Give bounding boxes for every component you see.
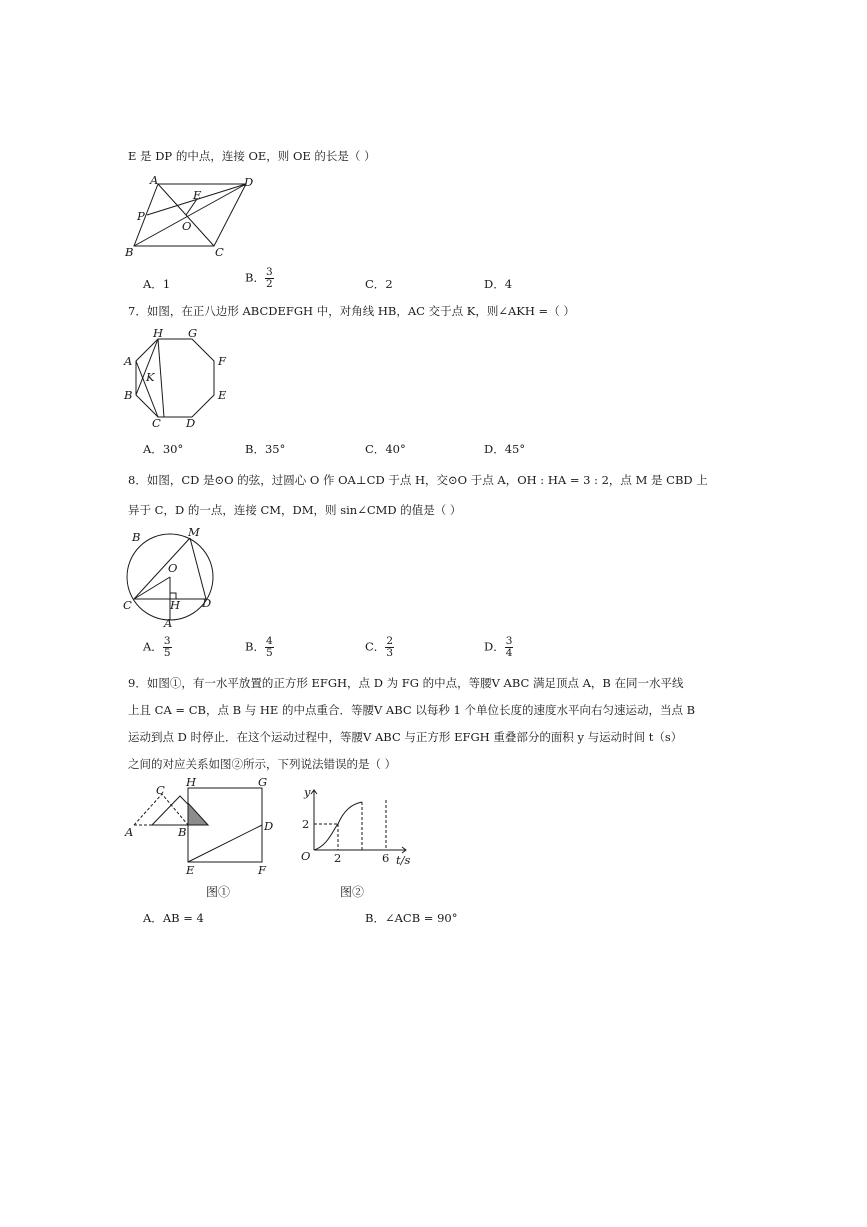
- q9-fig2-label-y: y: [304, 785, 311, 799]
- q7-label-e: E: [218, 388, 227, 402]
- q7-stem: 7．如图，在正八边形 ABCDEFGH 中，对角线 HB，AC 交于点 K，则∠AKH =（ ）: [128, 304, 575, 318]
- q6-stem: E 是 DP 的中点，连接 OE，则 OE 的长是（ ）: [128, 149, 376, 163]
- q9-stem-line-2: 上且 CA = CB，点 B 与 HE 的中点重合．等腰V ABC 以每秒 1 个单位长度的速度水平向右匀速运动，当点 B: [128, 703, 696, 717]
- q6-label-a: A: [150, 173, 159, 187]
- q7-label-c: C: [152, 416, 161, 430]
- q6-label-c: C: [215, 245, 224, 259]
- q6-option-c: C．2: [365, 277, 393, 291]
- q9-fig2-label-t6: 6: [382, 851, 390, 865]
- q8-label-o: O: [168, 561, 178, 575]
- q7-label-d: D: [186, 416, 196, 430]
- q9-fig1-label-c: C: [156, 783, 165, 797]
- q9-fig1-label-a: A: [125, 825, 134, 839]
- q8-option-b: B． $\frac{4}{5}$: [245, 635, 273, 660]
- q6-label-o: O: [182, 219, 192, 233]
- q9-figure-1-caption: 图①: [206, 885, 231, 899]
- q8-stem-line-2: 异于 C，D 的一点，连接 CM，DM，则 sin∠CMD 的值是（ ）: [128, 503, 462, 517]
- q8-label-c: C: [123, 598, 132, 612]
- q8-option-c: C． $\frac{2}{3}$: [365, 635, 393, 660]
- q6-option-a: A．1: [143, 277, 171, 291]
- q6-label-e: E: [193, 188, 202, 202]
- q9-option-a: A．AB = 4: [143, 911, 204, 925]
- q9-option-b: B．∠ACB = 90°: [365, 911, 458, 925]
- q9-fig1-label-e: E: [186, 863, 195, 877]
- q7-option-c: C．40°: [365, 442, 406, 456]
- q7-option-b: B．35°: [245, 442, 286, 456]
- q8-circle-figure: [122, 525, 222, 630]
- q8-option-a: A． $\frac{3}{5}$: [143, 635, 171, 660]
- q9-stem-line-1: 9．如图①，有一水平放置的正方形 EFGH，点 D 为 FG 的中点，等腰V ABC 满足顶点 A，B 在同一水平线: [128, 676, 684, 690]
- q9-fig2-label-t2: 2: [334, 851, 342, 865]
- q9-stem-line-4: 之间的对应关系如图②所示，下列说法错误的是（ ）: [128, 757, 397, 771]
- q7-label-k: K: [146, 370, 155, 384]
- q9-figure-2-caption: 图②: [340, 885, 365, 899]
- q9-figure-2-graph: [296, 786, 416, 876]
- q9-overlap-shaded-region: [188, 803, 208, 825]
- q7-octagon-figure: [122, 326, 232, 430]
- q9-figure-1: [122, 775, 282, 878]
- q9-fig1-label-b: B: [178, 825, 187, 839]
- q6-label-d: D: [244, 175, 254, 189]
- q9-fig2-label-o: O: [301, 849, 311, 863]
- q9-fig2-label-y2: 2: [302, 817, 310, 831]
- q6-label-p: P: [137, 209, 145, 223]
- q8-stem-line-1: 8．如图，CD 是⊙O 的弦，过圆心 O 作 OA⊥CD 于点 H，交⊙O 于点 A，OH : HA = 3 : 2，点 M 是 CBD 上: [128, 473, 708, 487]
- q9-fig2-label-t: t/s: [396, 853, 411, 867]
- q9-fig1-label-d: D: [264, 819, 274, 833]
- q6-parallelogram-figure: [122, 173, 262, 259]
- q9-fig1-label-g: G: [258, 775, 268, 789]
- q7-option-d: D．45°: [484, 442, 526, 456]
- q8-option-d: D． $\frac{3}{4}$: [484, 635, 513, 660]
- q6-option-d: D．4: [484, 277, 513, 291]
- q7-label-a: A: [124, 354, 133, 368]
- q7-label-b: B: [124, 388, 133, 402]
- q9-stem-line-3: 运动到点 D 时停止．在这个运动过程中，等腰V ABC 与正方形 EFGH 重叠部分的面积 y 与运动时间 t（s）: [128, 730, 683, 744]
- q9-fig1-label-h: H: [186, 775, 197, 789]
- q6-label-b: B: [125, 245, 134, 259]
- q7-label-h: H: [153, 326, 164, 340]
- q9-fig1-label-f: F: [258, 863, 266, 877]
- q8-label-h: H: [170, 598, 181, 612]
- q8-label-a: A: [164, 616, 173, 630]
- q8-label-b: B: [132, 530, 141, 544]
- q7-option-a: A．30°: [143, 442, 184, 456]
- q8-label-m: M: [188, 525, 200, 539]
- q7-label-f: F: [218, 354, 226, 368]
- q8-label-d: D: [202, 596, 212, 610]
- q6-option-b: B． $\frac{3}{2}$: [245, 266, 273, 291]
- q7-label-g: G: [188, 326, 198, 340]
